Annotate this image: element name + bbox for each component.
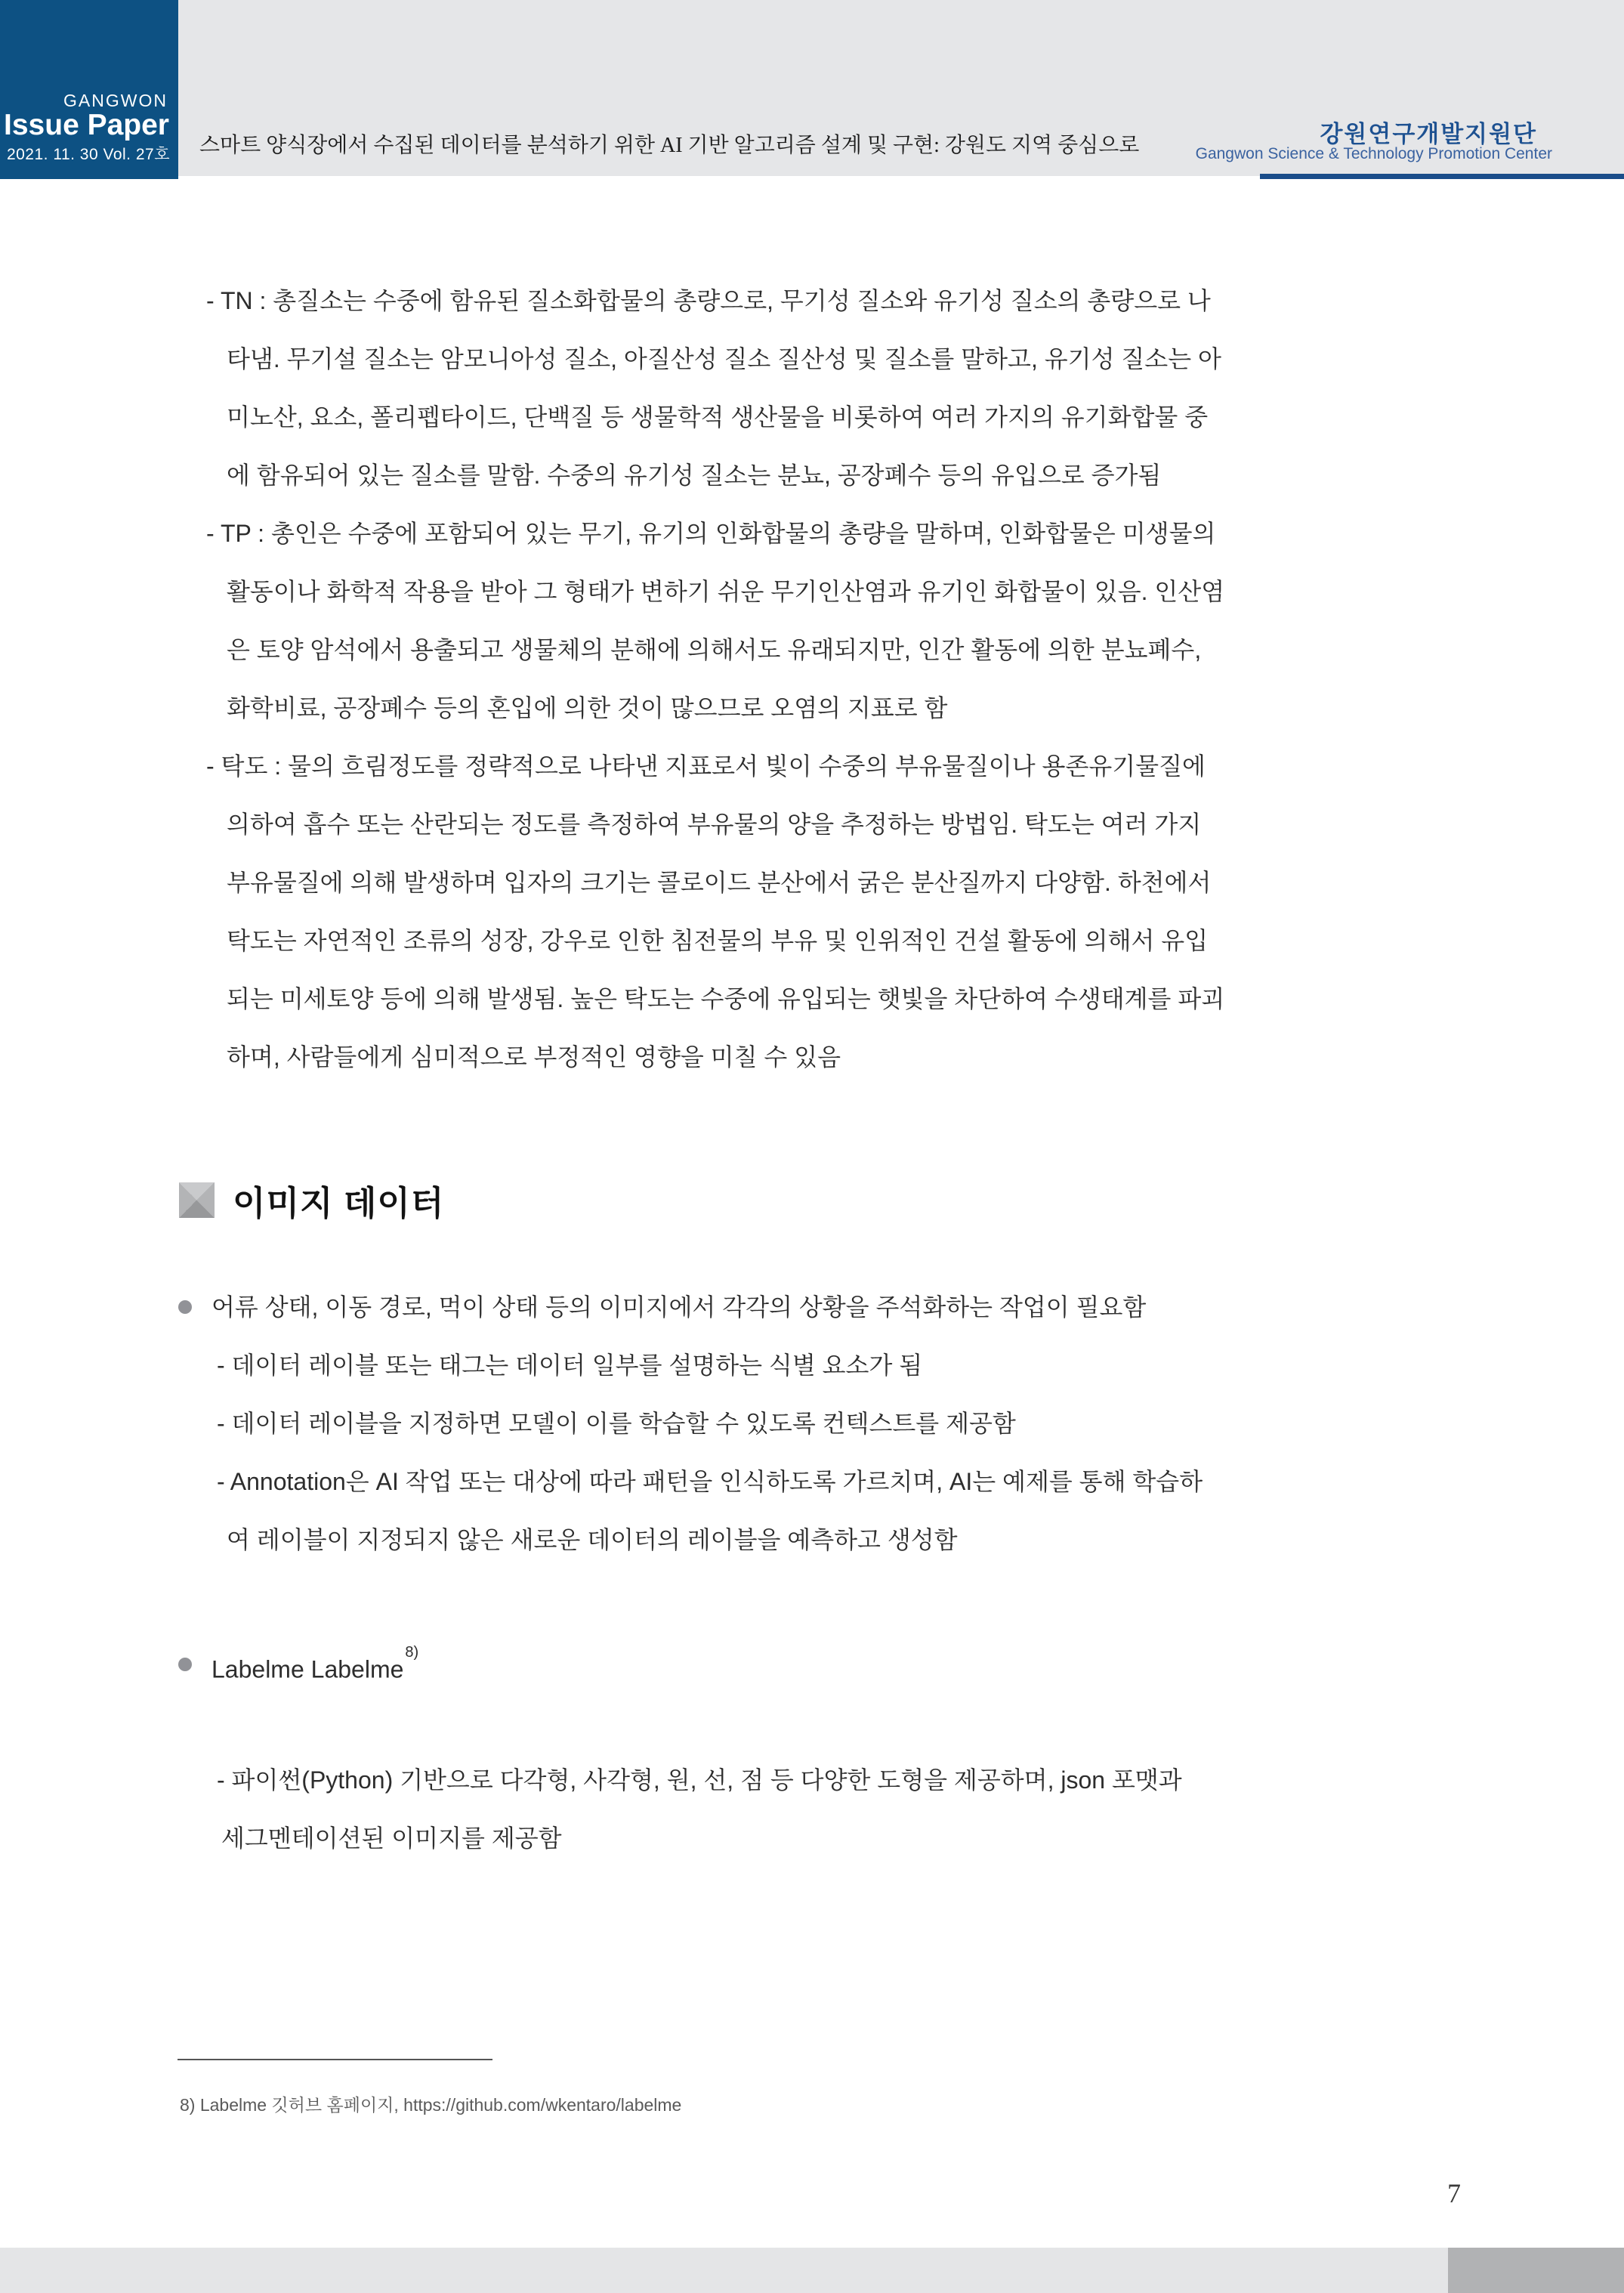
text-line: 여 레이블이 지정되지 않은 새로운 데이터의 레이블을 예측하고 생성함 xyxy=(227,1526,958,1553)
footnote-divider xyxy=(178,2059,492,2060)
text-line: 활동이나 화학적 작용을 받아 그 형태가 변하기 쉬운 무기인산염과 유기인 화합물이 있음. 인산염 xyxy=(227,578,1225,605)
water-quality-list xyxy=(206,272,1536,1086)
text-line: 화학비료, 공장폐수 등의 혼입에 의한 것이 많으므로 오염의 지표로 함 xyxy=(227,694,948,722)
text-line: - 데이터 레이블을 지정하면 모델이 이를 학습할 수 있도록 컨텍스트를 제공함 xyxy=(217,1410,1016,1437)
footnote-text: 8) Labelme 깃허브 홈페이지, https://github.com/wkentaro/labelme xyxy=(180,2095,682,2115)
bullet-dot-icon xyxy=(178,1658,192,1671)
annotation-bullet-block xyxy=(178,1278,1538,1569)
text-line: 하며, 사람들에게 심미적으로 부정적인 영향을 미칠 수 있음 xyxy=(227,1043,841,1071)
labelme-bullet-block xyxy=(178,1636,1538,1699)
masthead-series-title: Issue Paper xyxy=(4,109,169,141)
section-heading-label: 이미지 데이터 xyxy=(233,1183,445,1222)
section-marker-icon xyxy=(179,1182,215,1218)
footer-strip xyxy=(0,2248,1624,2293)
text-line: - 탁도 : 물의 흐림정도를 정략적으로 나타낸 지표로서 빛이 수중의 부유물질이나 용존유기물질에 xyxy=(206,752,1206,780)
text-line: 에 함유되어 있는 질소를 말함. 수중의 유기성 질소는 분뇨, 공장폐수 등의 유입으로 증가됨 xyxy=(227,462,1162,489)
text-line: - TN : 총질소는 수중에 함유된 질소화합물의 총량으로, 무기성 질소와 유기성 질소의 총량으로 나 xyxy=(206,287,1211,314)
text-line: 은 토양 암석에서 용출되고 생물체의 분해에 의해서도 유래되지만, 인간 활동에 의한 분뇨폐수, xyxy=(227,636,1202,663)
text-line: 세그멘테이션된 이미지를 제공함 xyxy=(221,1825,562,1852)
text-line: 부유물질에 의해 발생하며 입자의 크기는 콜로이드 분산에서 굵은 분산질까지 다양함. 하천에서 xyxy=(227,869,1212,896)
text-line: 탁도는 자연적인 조류의 성장, 강우로 인한 침전물의 부유 및 인위적인 건설 활동에 의해서 유입 xyxy=(227,927,1209,954)
footer-accent-block xyxy=(1448,2248,1624,2293)
text-line: - 파이썬(Python) 기반으로 다각형, 사각형, 원, 선, 점 등 다양한 도형을 제공하며, json 포맷과 xyxy=(217,1766,1182,1794)
section-heading xyxy=(179,1179,444,1221)
labelme-detail-block xyxy=(178,1751,1538,1868)
publisher-underline xyxy=(1260,174,1624,179)
text-line: - TP : 총인은 수중에 포함되어 있는 무기, 유기의 인화합물의 총량을 말하며, 인화합물은 미생물의 xyxy=(206,520,1216,547)
text-line: 되는 미세토양 등에 의해 발생됨. 높은 탁도는 수중에 유입되는 햇빛을 차단하여 수생태계를 파괴 xyxy=(227,985,1225,1012)
document-title: 스마트 양식장에서 수집된 데이터를 분석하기 위한 AI 기반 알고리즘 설계 및 구현: 강원도 지역 중심으로 xyxy=(199,134,1140,157)
text-line: 미노산, 요소, 폴리펩타이드, 단백질 등 생물학적 생산물을 비롯하여 여러 가지의 유기화합물 중 xyxy=(227,403,1209,431)
bullet-item-label: Labelme Labelme xyxy=(211,1655,404,1683)
text-line: - Annotation은 AI 작업 또는 대상에 따라 패턴을 인식하도록 가르치며, AI는 예제를 통해 학습하 xyxy=(217,1468,1203,1495)
text-line: - 데이터 레이블 또는 태그는 데이터 일부를 설명하는 식별 요소가 됨 xyxy=(217,1352,923,1379)
masthead-date-vol: 2021. 11. 30 Vol. 27호 xyxy=(6,146,170,163)
masthead-brand-box xyxy=(0,0,178,179)
text-line: 타냄. 무기설 질소는 암모니아성 질소, 아질산성 질소 질산성 및 질소를 말하고, 유기성 질소는 아 xyxy=(227,345,1221,372)
footnote-reference: 8) xyxy=(405,1644,419,1661)
bullet-item xyxy=(178,1278,1538,1337)
bullet-dot-icon xyxy=(178,1300,192,1314)
publisher-name-kr: 강원연구개발지원단 xyxy=(1320,121,1537,147)
bullet-item xyxy=(178,1636,1538,1699)
text-line: 의하여 흡수 또는 산란되는 정도를 측정하여 부유물의 양을 추정하는 방법임. 탁도는 여러 가지 xyxy=(227,811,1202,838)
publisher-name-en: Gangwon Science & Technology Promotion Center xyxy=(1195,145,1552,162)
masthead-org: GANGWON xyxy=(63,91,168,110)
bullet-item-label: 어류 상태, 이동 경로, 먹이 상태 등의 이미지에서 각각의 상황을 주석화하는 작업이 필요함 xyxy=(211,1293,1147,1321)
page-number: 7 xyxy=(1447,2178,1461,2208)
